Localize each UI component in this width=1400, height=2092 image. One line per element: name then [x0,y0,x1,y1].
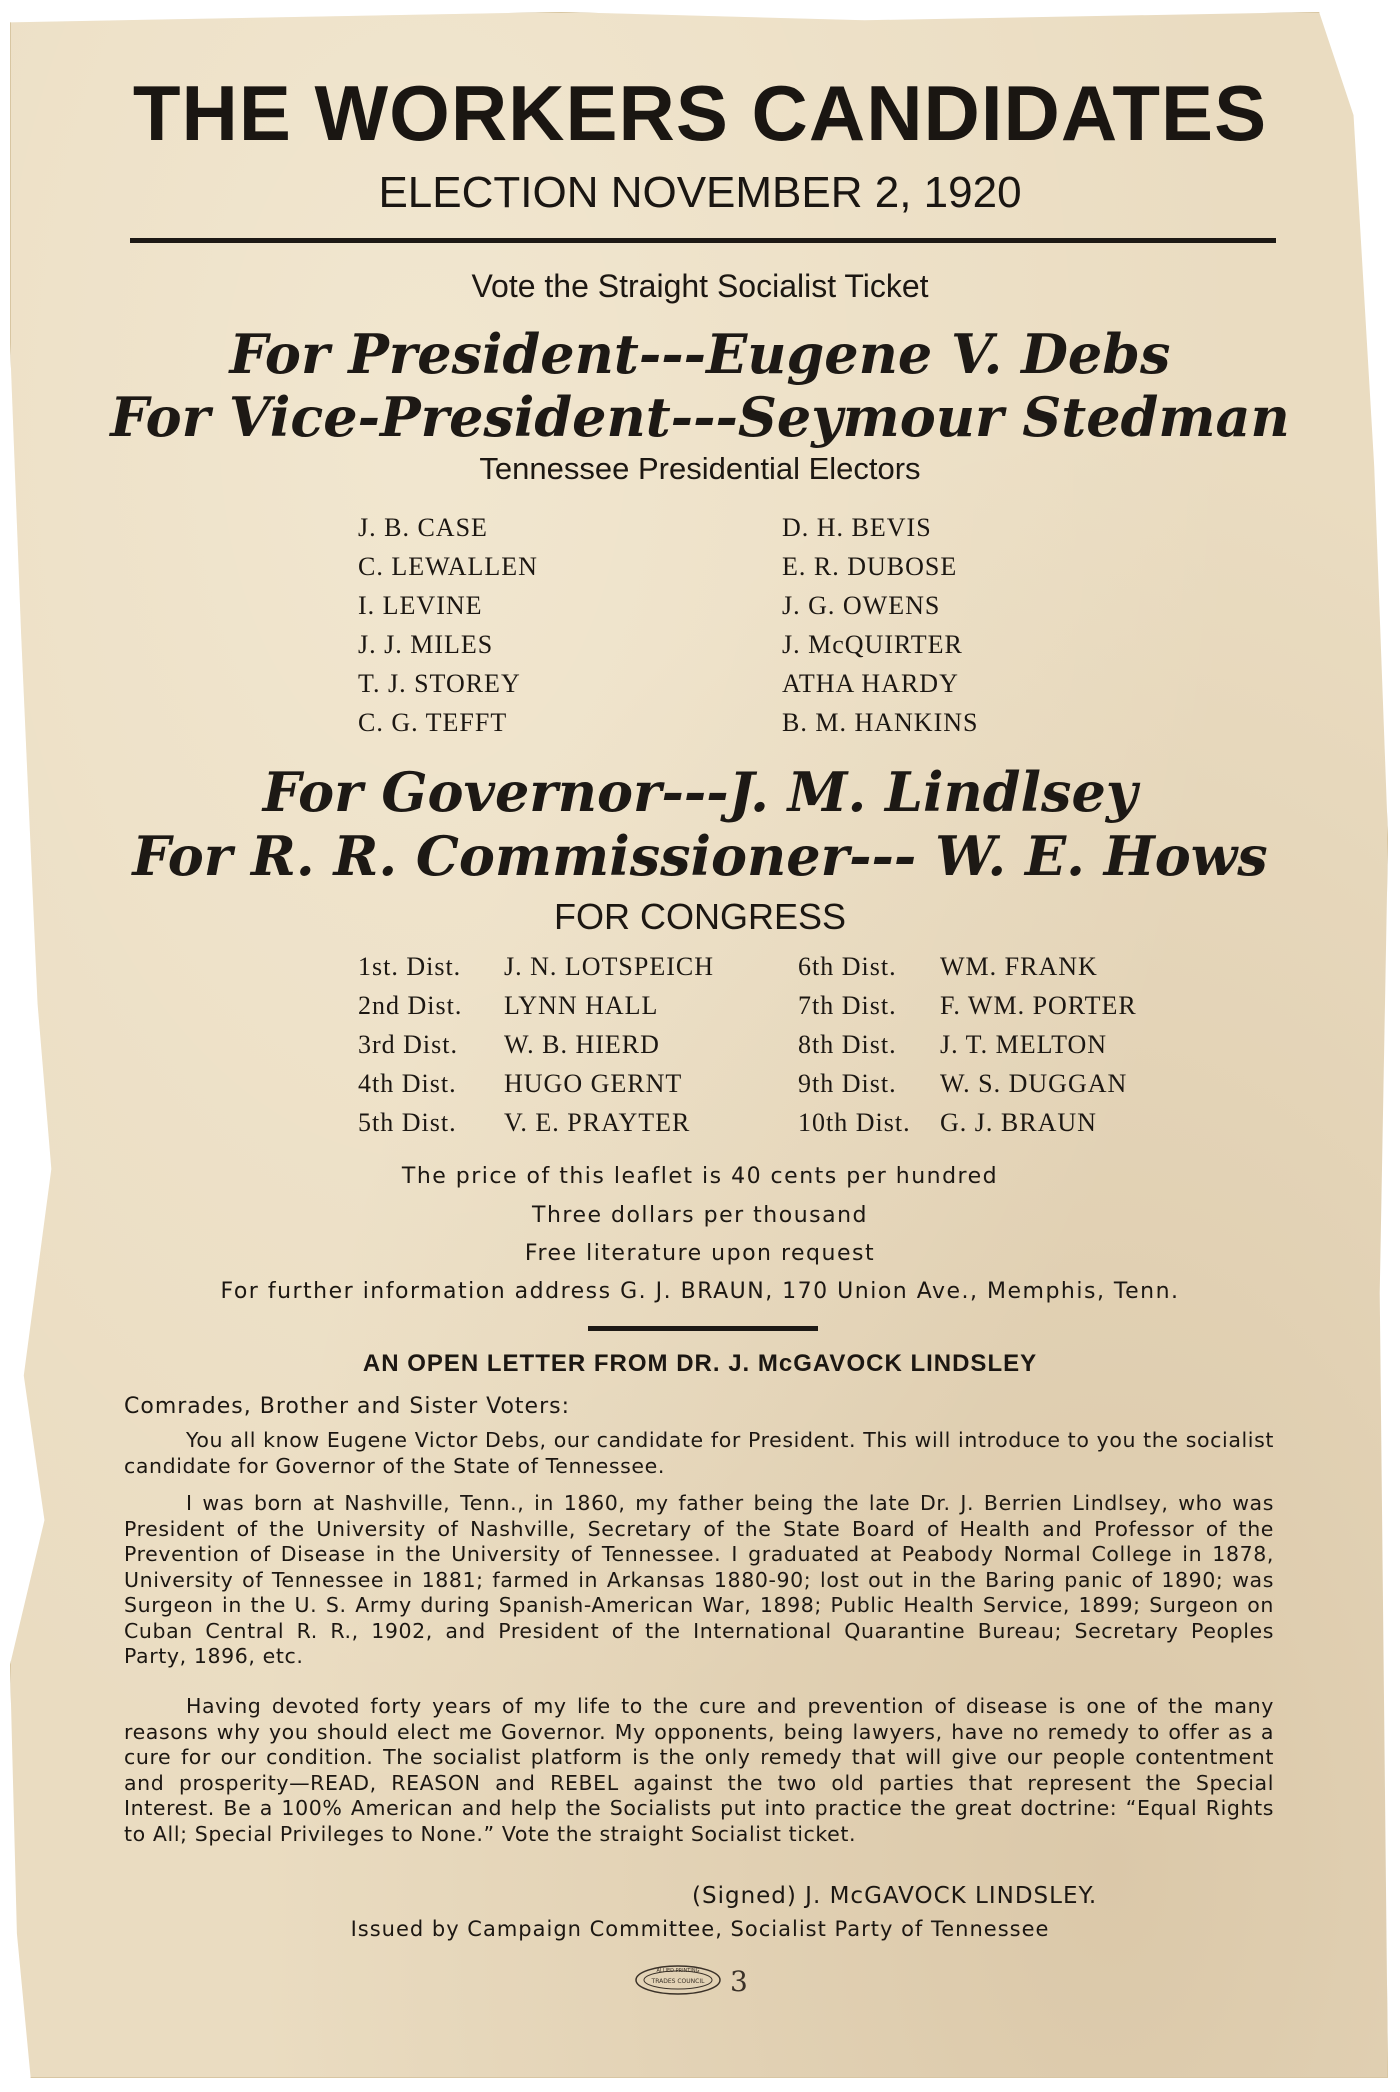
letter-paragraph: You all know Eugene Victor Debs, our candidate for President. This will introduce to you the socialist candidate for Governor of the State of Tennessee. [124,1428,1274,1478]
electors-left-column [358,508,538,742]
congress-row [358,952,1178,991]
letter-paragraph: Having devoted forty years of my life to the cure and prevention of disease is one of the many reasons why you should elect me Governor. My opponents, being lawyers, have no remedy to offer as a cure for our condition. The socialist platform is the only remedy that will give our people contentment and prosperity—READ, REASON and REBEL against the two old parties that represent the Special Interest. Be a 100% American and help the Socialists put into practice the great doctrine: “Equal Rights to All; Special Privileges to None.” Vote the straight Socialist ticket. [124,1694,1274,1846]
section-divider [588,1326,818,1331]
price-thousand-note: Three dollars per thousand [532,1203,868,1228]
header-divider [130,238,1276,243]
congress-row [358,1108,1178,1147]
free-literature-note: Free literature upon request [524,1241,876,1266]
letter-paragraph: I was born at Nashville, Tenn., in 1860, my father being the late Dr. J. Berrien Lindlsey, who was President of the University of Nashville, Secretary of the State Board of Health and Professor of the Prevention of Disease in the University of Tennessee. I graduated at Peabody Normal College in 1878, University of Tennessee in 1881; farmed in Arkansas 1880-90; lost out in the Baring panic of 1890; was Surgeon in the U. S. Army during Spanish-American War, 1898; Public Health Service, 1899; Surgeon on Cuban Central R. R., 1902, and President of the International Quarantine Bureau; Secretary Peoples Party, 1896, etc. [124,1491,1274,1668]
district-label: 10th Dist. [798,1108,911,1137]
letter-signature: (Signed) J. McGAVOCK LINDSLEY. [692,1883,1098,1909]
commissioner-candidate: For R. R. Commissioner--- W. E. Hows [132,824,1268,888]
district-candidate: V. E. PRAYTER [504,1108,691,1137]
election-date: ELECTION NOVEMBER 2, 1920 [378,168,1022,217]
elector-name: J. B. CASE [358,513,488,542]
congress-row [358,1069,1178,1108]
district-candidate: J. N. LOTSPEICH [504,952,715,981]
governor-candidate: For Governor---J. M. Lindlsey [262,760,1138,824]
district-candidate: LYNN HALL [504,991,659,1020]
elector-name: J. J. MILES [358,630,494,659]
district-candidate: G. J. BRAUN [940,1108,1097,1137]
elector-name: ATHA HARDY [782,669,959,698]
district-label: 3rd Dist. [358,1030,458,1059]
congress-row [358,991,1178,1030]
district-label: 2nd Dist. [358,991,463,1020]
elector-name: D. H. BEVIS [782,513,932,542]
elector-name: B. M. HANKINS [782,708,979,737]
district-candidate: W. B. HIERD [504,1030,660,1059]
letter-heading: AN OPEN LETTER FROM DR. J. McGAVOCK LINDSLEY [362,1350,1038,1377]
district-label: 4th Dist. [358,1069,457,1098]
elector-name: E. R. DUBOSE [782,552,958,581]
district-label: 8th Dist. [798,1030,897,1059]
electors-heading: Tennessee Presidential Electors [479,451,921,486]
district-candidate: W. S. DUGGAN [940,1069,1128,1098]
district-candidate: WM. FRANK [940,952,1098,981]
district-candidate: HUGO GERNT [504,1069,683,1098]
elector-name: J. McQUIRTER [782,630,963,659]
congress-row [358,1030,1178,1069]
elector-name: C. LEWALLEN [358,552,538,581]
elector-name: C. G. TEFFT [358,708,508,737]
union-label-icon [634,1963,746,1997]
price-note: The price of this leaflet is 40 cents per hundred [401,1164,999,1189]
issued-by-line: Issued by Campaign Committee, Socialist Party of Tennessee [350,1917,1050,1941]
district-label: 7th Dist. [798,991,897,1020]
elector-name: I. LEVINE [358,591,483,620]
district-label: 6th Dist. [798,952,897,981]
contact-address-note: For further information address G. J. BRAUN, 170 Union Ave., Memphis, Tenn. [220,1279,1180,1304]
leaflet-title: THE WORKERS CANDIDATES [132,69,1268,157]
letter-salutation: Comrades, Brother and Sister Voters: [124,1394,570,1419]
district-candidate: F. WM. PORTER [940,991,1137,1020]
district-candidate: J. T. MELTON [940,1030,1108,1059]
union-label-top-text: ALLIED PRINTING [656,1968,700,1974]
district-label: 9th Dist. [798,1069,897,1098]
union-label-bottom-text: TRADES COUNCIL [651,1978,705,1985]
congress-heading: FOR CONGRESS [553,896,847,937]
president-candidate: For President---Eugene V. Debs [229,322,1171,386]
union-label-number: 3 [730,1965,748,1998]
vice-president-candidate: For Vice-President---Seymour Stedman [110,385,1290,449]
district-label: 5th Dist. [358,1108,457,1137]
elector-name: J. G. OWENS [782,591,941,620]
elector-name: T. J. STOREY [358,669,521,698]
district-label: 1st. Dist. [358,952,462,981]
vote-line: Vote the Straight Socialist Ticket [471,268,929,304]
electors-right-column [782,508,978,742]
